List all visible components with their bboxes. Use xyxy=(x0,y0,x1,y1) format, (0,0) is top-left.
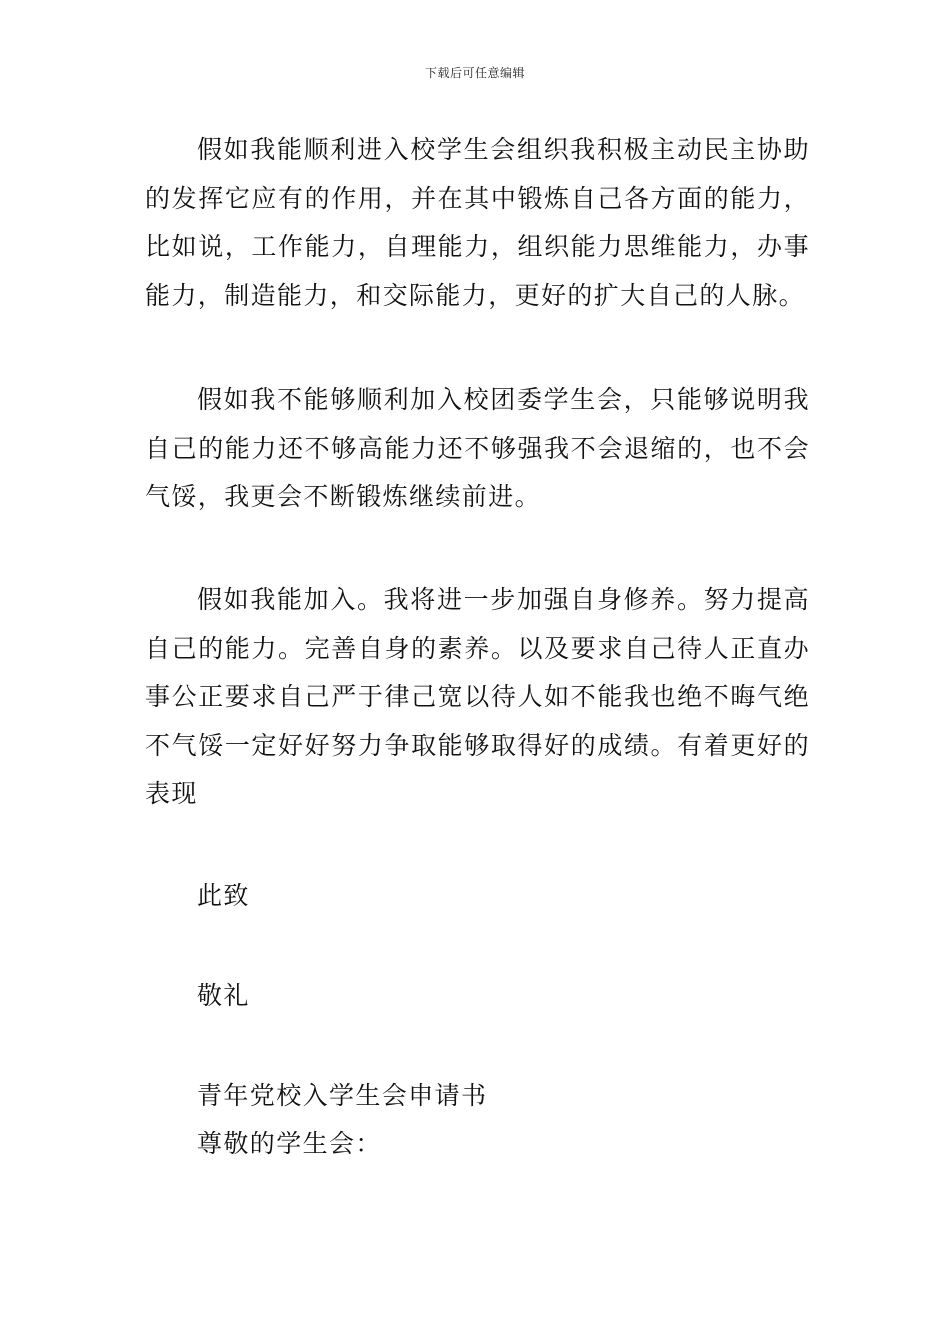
next-document-title: 青年党校入学生会申请书 xyxy=(197,1081,488,1110)
closing-line-1: 此致 xyxy=(197,881,250,910)
closing-line-2: 敬礼 xyxy=(197,981,250,1010)
next-document-salutation: 尊敬的学生会： xyxy=(197,1129,382,1158)
paragraph-1-text: 假如我能顺利进入校学生会组织我积极主动民主协助的发挥它应有的作用，并在其中锻炼自己各方面的能力，比如说，工作能力，自理能力，组织能力思维能力，办事能力，制造能力，和交际能力，更好的扩大自己的人脉。 xyxy=(145,135,810,310)
paragraph-3 xyxy=(145,576,810,819)
paragraph-3-text: 假如我能加入。我将进一步加强自身修养。努力提高自己的能力。完善自身的素养。以及要求自己待人正直办事公正要求自己严于律己宽以待人如不能我也绝不晦气绝不气馁一定好好努力争取能够取得好的成绩。有着更好的表现 xyxy=(145,585,810,808)
paragraph-2 xyxy=(145,376,810,522)
page-header: 下载后可任意编辑 xyxy=(424,66,525,80)
paragraph-2-text: 假如我不能够顺利加入校团委学生会，只能够说明我自己的能力还不够高能力还不够强我不会退缩的，也不会气馁，我更会不断锻炼继续前进。 xyxy=(145,385,810,511)
paragraph-1 xyxy=(145,126,810,320)
